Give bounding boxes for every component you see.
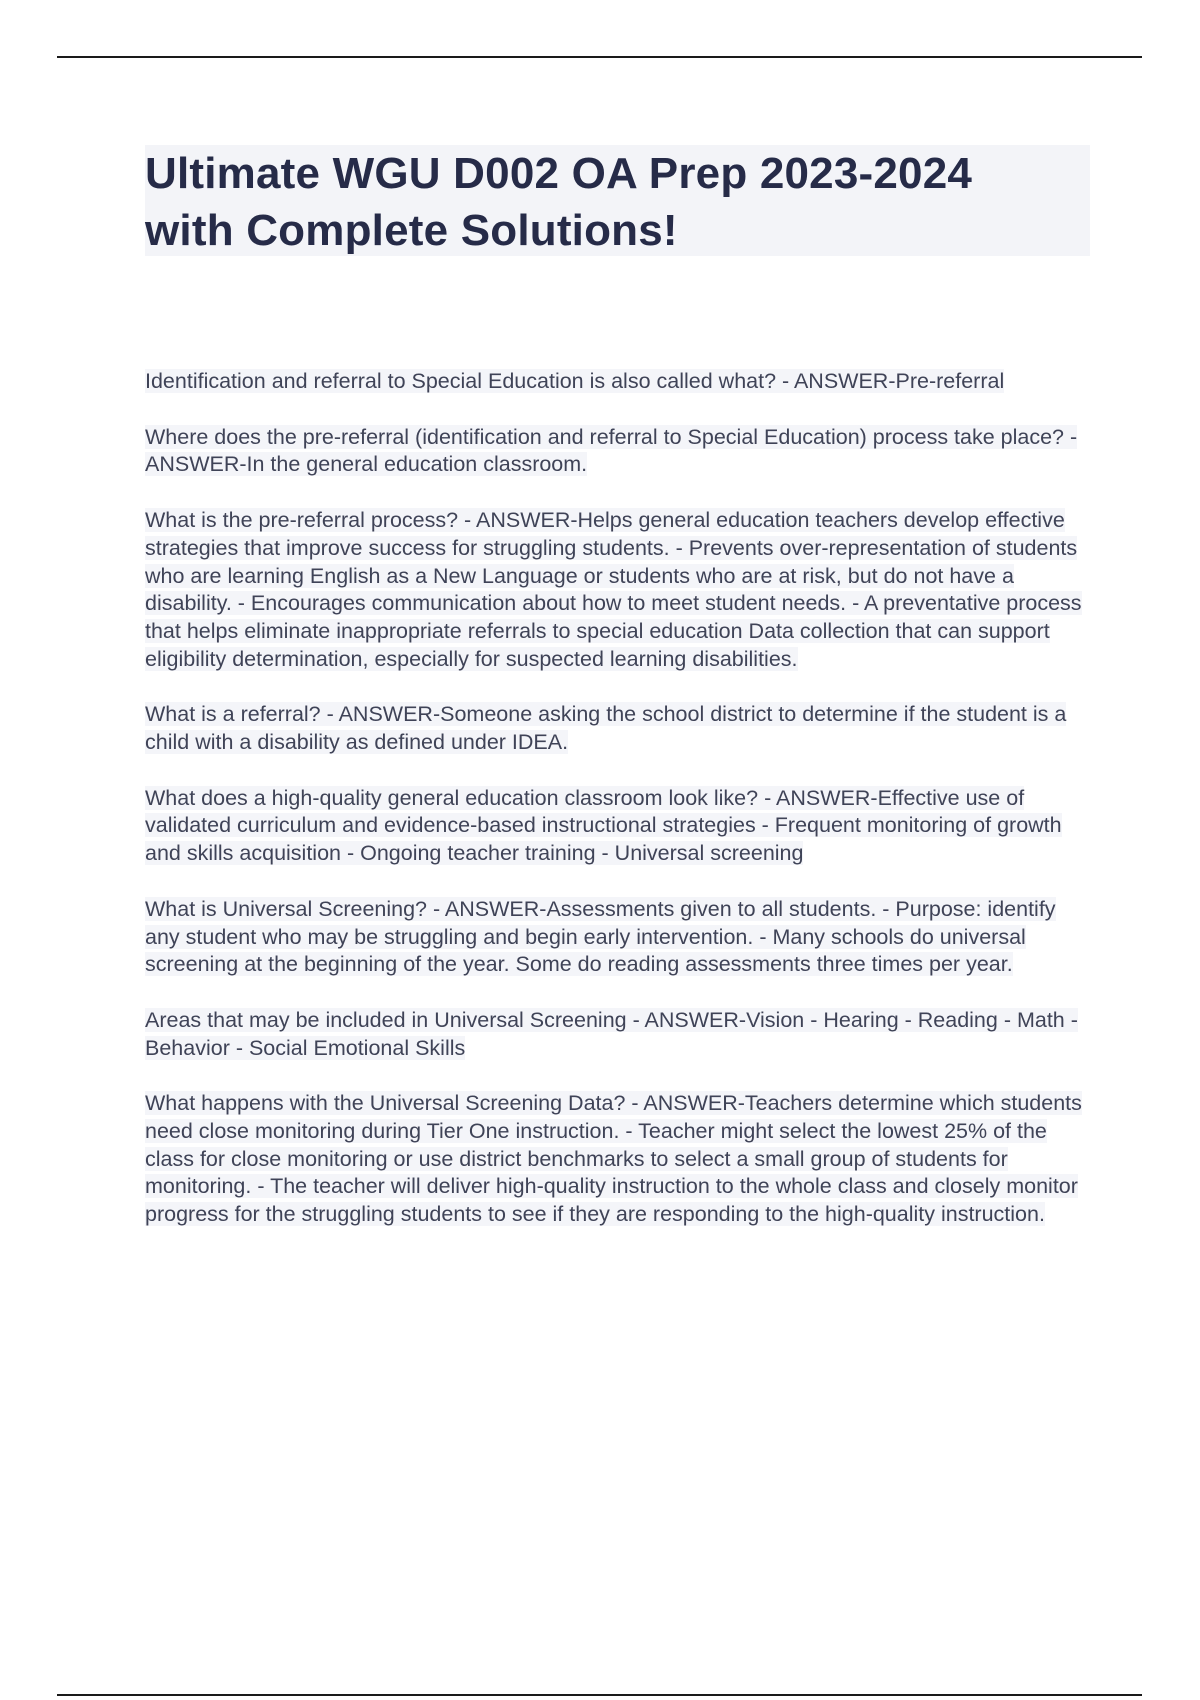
qa-question: What is the pre-referral process? xyxy=(145,508,459,533)
qa-item xyxy=(145,785,1090,868)
qa-answer: Assessments given to all students. - Purpose: identify any student who may be struggling and begin early intervention. - Many schools do universal screening at the beginning of the year. Some do reading assessments three times per year. xyxy=(145,896,1056,977)
title-block xyxy=(145,145,1090,256)
qa-item xyxy=(145,507,1090,673)
top-divider xyxy=(57,56,1142,58)
qa-question: What is Universal Screening? xyxy=(145,896,428,921)
qa-separator: - ANSWER- xyxy=(625,1091,745,1116)
qa-answer: In the general education classroom. xyxy=(246,452,588,477)
qa-separator: - ANSWER- xyxy=(626,1007,747,1032)
qa-answer: Someone asking the school district to determine if the student is a child with a disability as defined under IDEA. xyxy=(145,702,1067,755)
qa-answer: Vision - Hearing - Reading - Math - Behavior - Social Emotional Skills xyxy=(145,1007,1078,1060)
qa-question: What is a referral? xyxy=(145,702,321,727)
qa-answer: Helps general education teachers develop effective strategies that improve success for struggling students. - Prevents over-representation of students who are learning English as a New Language or students who are at risk, but do not have a disability. - Encourages communication about how to meet student needs. - A preventative process that helps eliminate inappropriate referrals to special education Data collection that can support eligibility determination, especially for suspected learning disabilities. xyxy=(145,508,1082,671)
qa-item xyxy=(145,1007,1090,1062)
qa-question: Identification and referral to Special Education is also called what? xyxy=(145,369,777,393)
qa-question: Where does the pre-referral (identification and referral to Special Education) process take place? xyxy=(145,424,1065,449)
qa-answer: Pre-referral xyxy=(895,369,1005,393)
qa-separator: - ANSWER- xyxy=(320,702,441,727)
qa-separator: - ANSWER- xyxy=(776,369,896,393)
qa-list xyxy=(145,368,1090,1257)
qa-question: What happens with the Universal Screening Data? xyxy=(145,1091,626,1116)
page-title xyxy=(145,145,1090,259)
qa-item xyxy=(145,896,1090,979)
qa-separator: - ANSWER- xyxy=(145,424,1078,477)
qa-separator: - ANSWER- xyxy=(758,785,878,810)
title-line-2: with Complete Solutions! xyxy=(145,206,678,255)
qa-separator: - ANSWER- xyxy=(458,508,578,533)
qa-item xyxy=(145,424,1090,479)
qa-item xyxy=(145,701,1090,756)
qa-item xyxy=(145,1090,1090,1229)
qa-item xyxy=(145,368,1090,396)
qa-answer: Teachers determine which students need close monitoring during Tier One instruction. - Teacher might select the lowest 25% of the class for close monitoring or use district benchmarks to select a small group of students for monitoring. - The teacher will deliver high-quality instruction to the whole class and closely monitor progress for the struggling students to see if they are responding to the high-quality instruction. xyxy=(145,1091,1082,1227)
title-line-1: Ultimate WGU D002 OA Prep 2023-2024 xyxy=(145,149,973,198)
qa-question: Areas that may be included in Universal Screening xyxy=(145,1007,627,1032)
bottom-divider xyxy=(57,1694,1142,1696)
qa-separator: - ANSWER- xyxy=(427,896,547,921)
qa-answer: Effective use of validated curriculum and evidence-based instructional strategies - Frequent monitoring of growth and skills acquisition - Ongoing teacher training - Universal screening xyxy=(145,785,1062,866)
qa-question: What does a high-quality general education classroom look like? xyxy=(145,785,759,810)
